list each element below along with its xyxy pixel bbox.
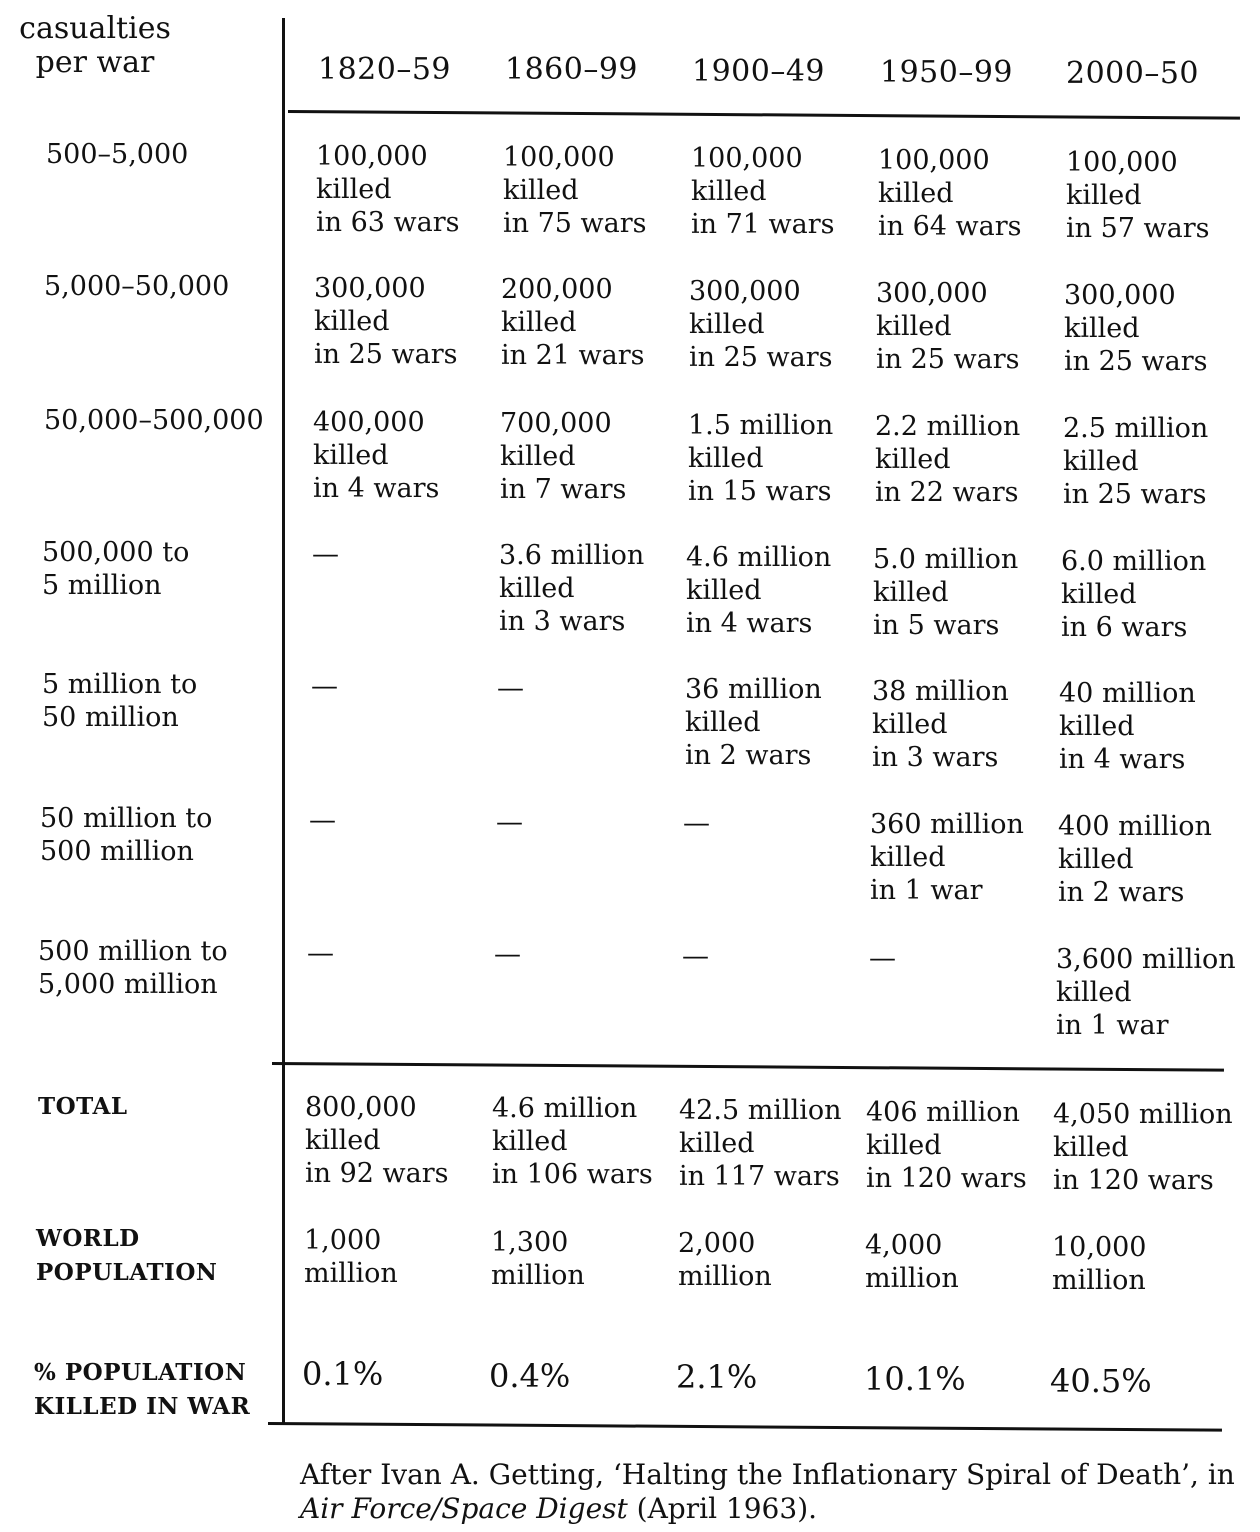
cell-r5-c1: — [496, 807, 523, 838]
cell-r6-c2: — [682, 941, 709, 972]
percent-killed-label: % POPULATION KILLED IN WAR [34, 1359, 251, 1420]
cell-r1-c4: 300,000 killed in 25 wars [1064, 280, 1208, 377]
percent-c1: 0.4% [489, 1357, 571, 1395]
total-c2: 42.5 million killed in 117 wars [679, 1095, 842, 1192]
cell-r5-c3: 360 million killed in 1 war [870, 809, 1024, 906]
population-c2: 2,000 million [678, 1228, 772, 1292]
cell-r0-c0: 100,000 killed in 63 wars [316, 141, 460, 238]
row-label-5m-50m: 5 million to 50 million [42, 669, 198, 733]
cell-r3-c0: — [312, 539, 339, 570]
percent-c2: 2.1% [676, 1358, 758, 1396]
total-c1: 4.6 million killed in 106 wars [492, 1093, 653, 1190]
corner-label-line2: per war [35, 45, 155, 80]
row-label-50m-500m: 50 million to 500 million [40, 803, 213, 867]
cell-r2-c3: 2.2 million killed in 22 wars [875, 411, 1021, 508]
header-rule [288, 110, 1240, 120]
period-header-1860-99: 1860–99 [505, 52, 639, 87]
row-label-50000-500000: 50,000–500,000 [44, 405, 264, 436]
cell-r0-c1: 100,000 killed in 75 wars [503, 142, 647, 239]
total-label: TOTAL [38, 1093, 128, 1120]
caption-journal: Air Force/Space Digest [300, 1492, 628, 1525]
period-header-2000-50: 2000–50 [1066, 56, 1200, 91]
row-label-5000-50000: 5,000–50,000 [44, 271, 230, 302]
population-c1: 1,300 million [491, 1227, 585, 1291]
cell-r1-c1: 200,000 killed in 21 wars [501, 274, 645, 371]
cell-r1-c0: 300,000 killed in 25 wars [314, 273, 458, 370]
caption-date: (April 1963). [627, 1492, 818, 1525]
period-header-1950-99: 1950–99 [880, 55, 1014, 90]
total-c4: 4,050 million killed in 120 wars [1053, 1099, 1233, 1196]
percent-c0: 0.1% [302, 1355, 384, 1393]
period-header-1820-59: 1820–59 [318, 52, 452, 87]
cell-r3-c2: 4.6 million killed in 4 wars [686, 542, 832, 639]
population-c0: 1,000 million [304, 1225, 398, 1289]
bottom-rule [268, 1422, 1222, 1432]
percent-c3: 10.1% [864, 1360, 966, 1398]
total-rule [272, 1062, 1224, 1072]
corner-label-line1: casualties [19, 11, 171, 46]
cell-r4-c1: — [497, 673, 524, 704]
cell-r0-c3: 100,000 killed in 64 wars [878, 145, 1022, 242]
total-c0: 800,000 killed in 92 wars [305, 1092, 449, 1189]
cell-r0-c2: 100,000 killed in 71 wars [691, 143, 835, 240]
cell-r6-c0: — [307, 938, 334, 969]
cell-r4-c3: 38 million killed in 3 wars [872, 676, 1009, 773]
corner-label [0, 12, 190, 80]
cell-r2-c1: 700,000 killed in 7 wars [500, 408, 627, 505]
vertical-rule [282, 18, 285, 1424]
source-caption [300, 1458, 1240, 1526]
total-c3: 406 million killed in 120 wars [866, 1097, 1027, 1194]
world-population-label: WORLD POPULATION [36, 1225, 218, 1286]
cell-r5-c2: — [683, 808, 710, 839]
cell-r5-c0: — [309, 805, 336, 836]
caption-line1: After Ivan A. Getting, ‘Halting the Inflationary Spiral of Death’, in [300, 1458, 1235, 1491]
cell-r4-c4: 40 million killed in 4 wars [1059, 678, 1196, 775]
row-label-500000-5m: 500,000 to 5 million [42, 537, 190, 601]
cell-r2-c0: 400,000 killed in 4 wars [313, 407, 440, 504]
row-label-500m-5000m: 500 million to 5,000 million [38, 936, 228, 1000]
period-header-1900-49: 1900–49 [692, 54, 826, 89]
population-c4: 10,000 million [1052, 1232, 1147, 1296]
cell-r2-c2: 1.5 million killed in 15 wars [688, 410, 834, 507]
cell-r3-c4: 6.0 million killed in 6 wars [1061, 546, 1207, 643]
population-c3: 4,000 million [865, 1230, 959, 1294]
cell-r0-c4: 100,000 killed in 57 wars [1066, 147, 1210, 244]
row-label-500-5000: 500–5,000 [46, 139, 189, 170]
cell-r1-c2: 300,000 killed in 25 wars [689, 276, 833, 373]
cell-r1-c3: 300,000 killed in 25 wars [876, 278, 1020, 375]
percent-c4: 40.5% [1050, 1362, 1152, 1400]
cell-r2-c4: 2.5 million killed in 25 wars [1063, 413, 1209, 510]
cell-r4-c0: — [311, 671, 338, 702]
cell-r5-c4: 400 million killed in 2 wars [1058, 811, 1212, 908]
cell-r4-c2: 36 million killed in 2 wars [685, 674, 822, 771]
cell-r6-c3: — [869, 943, 896, 974]
cell-r3-c3: 5.0 million killed in 5 wars [873, 544, 1019, 641]
cell-r3-c1: 3.6 million killed in 3 wars [499, 540, 645, 637]
cell-r6-c1: — [494, 939, 521, 970]
caption-line2 [300, 1492, 1240, 1526]
cell-r6-c4: 3,600 million killed in 1 war [1056, 944, 1236, 1041]
